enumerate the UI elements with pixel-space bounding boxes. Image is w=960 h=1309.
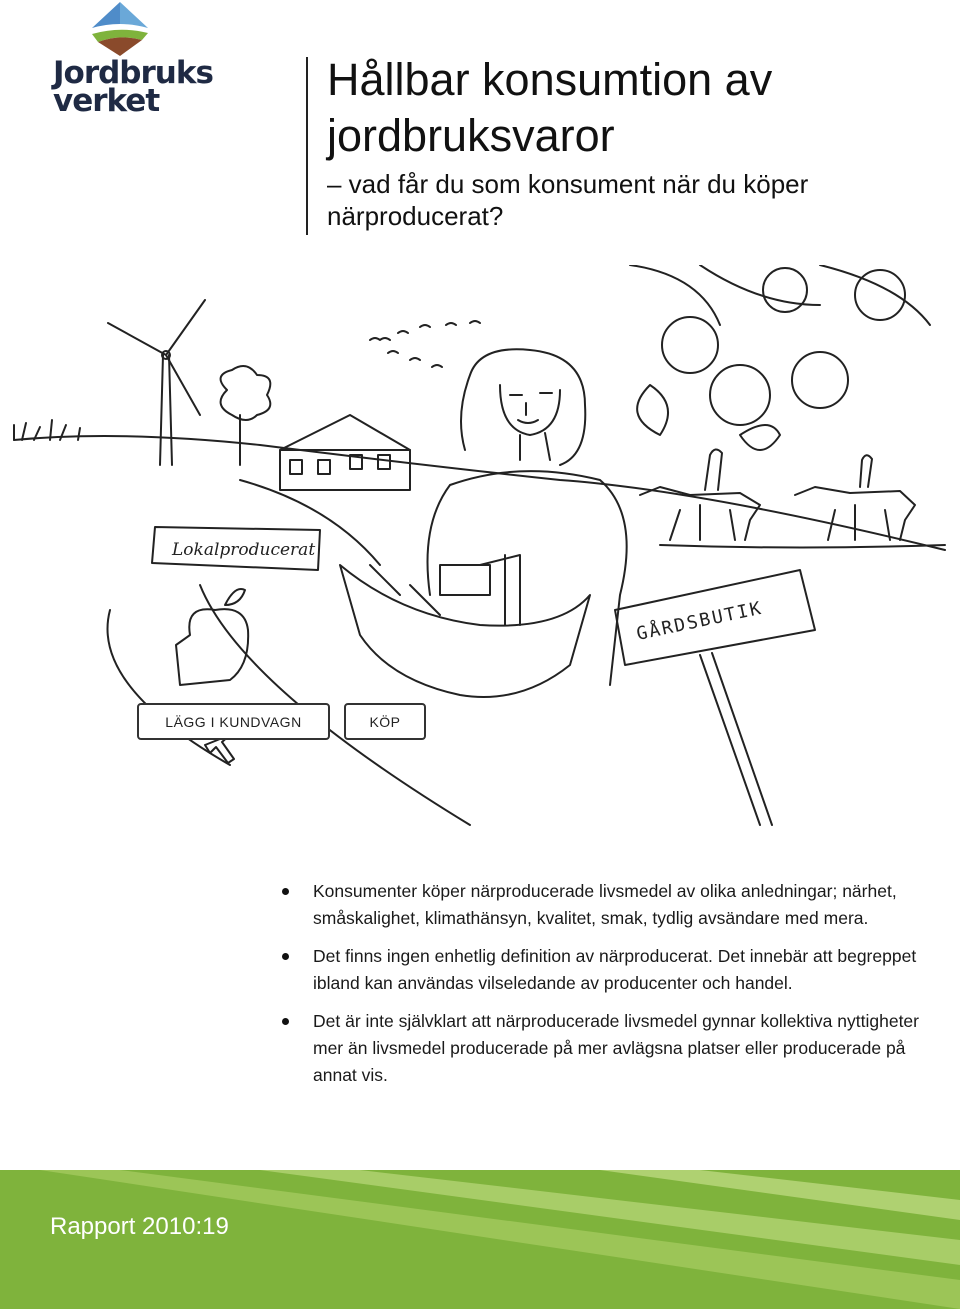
list-item (280, 878, 920, 932)
sign-farm-shop (615, 570, 815, 825)
cover-illustration (0, 265, 960, 835)
bullet-text: Konsumenter köper närproducerade livsmedel av olika anledningar; närhet, småskalighet, klimathänsyn, kvalitet, smak, tydlig avsändare med mera. (313, 881, 897, 928)
buy-button: KÖP (344, 703, 426, 740)
bullet-icon (282, 888, 289, 895)
logo-text-line1: Jordbruks (53, 55, 213, 91)
summary-bullet-list (280, 878, 920, 1100)
logo-emblem-icon (90, 0, 150, 58)
horse-riders-icon (640, 449, 945, 547)
list-item (280, 1008, 920, 1089)
title-divider (306, 57, 308, 235)
apple-pixel-icon (176, 589, 248, 685)
birds-icon (370, 321, 480, 367)
add-to-cart-button: LÄGG I KUNDVAGN (137, 703, 330, 740)
report-number: Rapport 2010:19 (50, 1213, 229, 1240)
wind-turbine-icon (108, 300, 205, 465)
bullet-text: Det finns ingen enhetlig definition av närproducerat. Det innebär att begreppet ibland kan användas vilseledande av producenter och handel. (313, 946, 917, 993)
woman-with-basket-icon (340, 349, 627, 697)
apple-branch-icon (630, 265, 930, 450)
list-item (280, 943, 920, 997)
bullet-icon (282, 953, 289, 960)
sign-local-produce (152, 527, 320, 570)
tree-icon (221, 366, 271, 465)
sign-local-text: Lokalproducerat (172, 540, 316, 560)
page-subtitle: – vad får du som konsument när du köper närproducerat? (327, 169, 809, 231)
bullet-icon (282, 1018, 289, 1025)
farmhouse-icon (280, 415, 410, 490)
sign-farm-text: GÅRDSBUTIK (634, 597, 765, 645)
bullet-text: Det är inte självklart att närproducerade livsmedel gynnar kollektiva nyttigheter mer än livsmedel producerade på mer avlägsna platser eller producerade på annat vis. (313, 1011, 919, 1085)
page-title: Hållbar konsumtion av jordbruksvaror (327, 54, 773, 161)
logo-text-line2: verket (53, 83, 160, 119)
jordbruksverket-logo (45, 0, 215, 125)
road-lines (108, 480, 471, 825)
